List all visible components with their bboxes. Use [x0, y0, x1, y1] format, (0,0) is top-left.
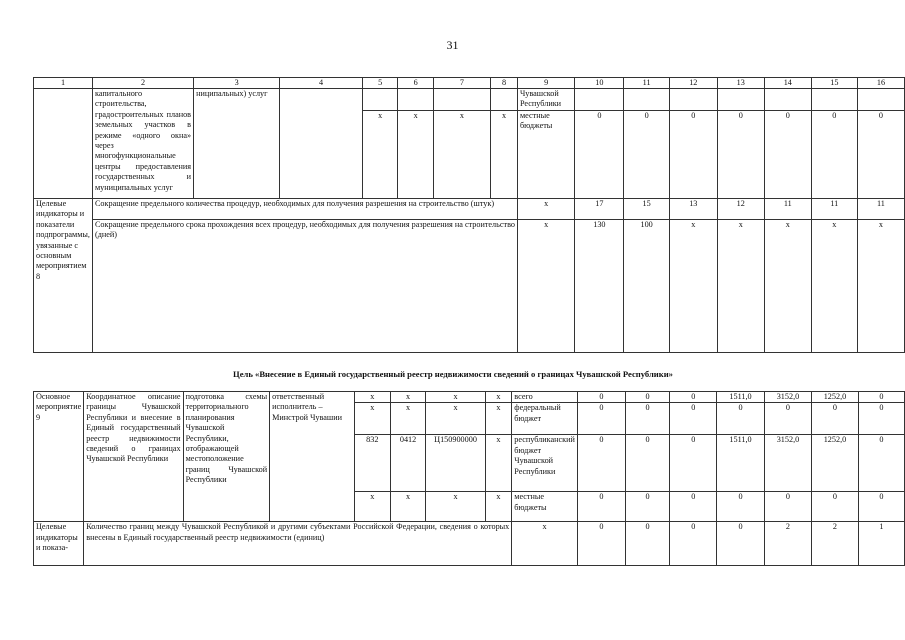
budget-code: x — [491, 111, 518, 199]
responsible-executor: ответственный исполнитель – Минстрой Чувашии — [270, 392, 355, 522]
program-table-part-2 — [33, 391, 905, 566]
col-number: 9 — [517, 78, 574, 89]
col-number: 11 — [624, 78, 669, 89]
measure-description: Координатное описание границы Чувашской Республики и внесение в Единый государственный реестр недвижимости сведений о границах Чувашской Республики — [84, 392, 183, 522]
year-value: 0 — [764, 111, 811, 199]
year-value: 0 — [625, 435, 669, 492]
funding-source: местные бюджеты — [517, 111, 574, 199]
year-value: 0 — [717, 403, 764, 435]
indicator-text: Количество границ между Чувашской Республикой и другими субъектами Российской Федерации, сведения о которых внесены в Единый государственный реестр недвижимости (единиц) — [84, 522, 512, 566]
year-value: 0 — [811, 111, 857, 199]
year-value: 0 — [764, 492, 811, 522]
year-value: 0 — [624, 111, 669, 199]
budget-code: x — [398, 111, 433, 199]
year-value: 0 — [625, 392, 669, 403]
col-number: 13 — [717, 78, 764, 89]
empty-cell — [362, 89, 397, 111]
year-value: 0 — [670, 435, 717, 492]
year-value: 0 — [670, 403, 717, 435]
indicator-value: 11 — [857, 199, 904, 220]
empty-cell — [433, 89, 490, 111]
indicator-value: 11 — [764, 199, 811, 220]
indicator-source: x — [517, 220, 574, 353]
year-value: 1511,0 — [717, 435, 764, 492]
indicator-value: 11 — [811, 199, 857, 220]
budget-code: 832 — [355, 435, 391, 492]
col-number: 14 — [764, 78, 811, 89]
funding-source: федеральный бюджет — [512, 403, 578, 435]
budget-code: 0412 — [390, 435, 426, 492]
empty-cell — [398, 89, 433, 111]
indicator-value: 2 — [812, 522, 859, 566]
year-value: 0 — [764, 403, 811, 435]
funding-source: республиканский бюджет Чувашской Республики — [512, 435, 578, 492]
indicator-value: 15 — [624, 199, 669, 220]
year-value: 0 — [717, 111, 764, 199]
year-value: 0 — [858, 492, 904, 522]
table-row — [34, 392, 905, 403]
empty-cell — [34, 89, 93, 199]
year-value: 0 — [670, 492, 717, 522]
year-value: 0 — [812, 403, 859, 435]
column-numbers-row — [34, 78, 905, 89]
year-value: 0 — [577, 492, 625, 522]
funding-source: Чувашской Республики — [517, 89, 574, 111]
year-value: 0 — [857, 111, 904, 199]
year-value: 0 — [812, 492, 859, 522]
measure-description: капитального строительства, градостроительных планов земельных участков в режиме «одного окна» через многофункциональные центры предоставления государственных и муниципальных услуг — [92, 89, 193, 199]
indicator-value: 1 — [858, 522, 904, 566]
indicator-value: 2 — [764, 522, 811, 566]
indicator-value: 0 — [625, 522, 669, 566]
indicator-value: x — [764, 220, 811, 353]
indicator-source: x — [512, 522, 578, 566]
goal-heading: Цель «Внесение в Единый государственный реестр недвижимости сведений о границах Чувашской Республики» — [233, 369, 673, 379]
year-value: 0 — [670, 392, 717, 403]
measure-result: ниципальных) услуг — [194, 89, 280, 199]
indicator-value: 0 — [717, 522, 764, 566]
empty-cell — [491, 89, 518, 111]
indicator-value: x — [669, 220, 717, 353]
indicator-value: 0 — [577, 522, 625, 566]
program-table-part-1 — [33, 77, 905, 353]
col-number: 5 — [362, 78, 397, 89]
indicator-row — [34, 220, 905, 353]
year-value: 1252,0 — [812, 392, 859, 403]
col-number: 7 — [433, 78, 490, 89]
indicator-text: Сокращение предельного срока прохождения всех процедур, необходимых для получения разрешения на строительство (дней) — [92, 220, 517, 353]
col-number: 12 — [669, 78, 717, 89]
year-value: 0 — [625, 403, 669, 435]
indicator-value: 17 — [575, 199, 624, 220]
year-value: 1252,0 — [812, 435, 859, 492]
indicator-row — [34, 522, 905, 566]
budget-code: x — [355, 392, 391, 403]
budget-code: x — [362, 111, 397, 199]
budget-code: x — [390, 403, 426, 435]
budget-code: Ц150900000 — [426, 435, 485, 492]
year-value: 0 — [577, 403, 625, 435]
col-number: 1 — [34, 78, 93, 89]
col-number: 10 — [575, 78, 624, 89]
indicator-group-label: Целевые индикаторы и показа- — [34, 522, 84, 566]
year-value: 0 — [577, 392, 625, 403]
col-number: 6 — [398, 78, 433, 89]
year-value: 0 — [858, 392, 904, 403]
measure-result: подготовка схемы территориального планирования Чувашской Республики, отображающей местоположение границ Чувашской Республики — [183, 392, 270, 522]
year-value: 0 — [577, 435, 625, 492]
indicator-value: 130 — [575, 220, 624, 353]
year-value: 3152,0 — [764, 392, 811, 403]
indicator-row — [34, 199, 905, 220]
budget-code: x — [485, 403, 512, 435]
indicator-group-label: Целевые индикаторы и показатели подпрограммы, увязанные с основным мероприятием 8 — [34, 199, 93, 353]
year-value: 3152,0 — [764, 435, 811, 492]
col-number: 8 — [491, 78, 518, 89]
budget-code: x — [426, 492, 485, 522]
budget-code: x — [485, 435, 512, 492]
year-value: 0 — [717, 492, 764, 522]
funding-source: местные бюджеты — [512, 492, 578, 522]
funding-source: всего — [512, 392, 578, 403]
indicator-value: 0 — [670, 522, 717, 566]
year-value: 0 — [858, 403, 904, 435]
col-number: 2 — [92, 78, 193, 89]
col-number: 4 — [280, 78, 363, 89]
budget-code: x — [355, 403, 391, 435]
budget-code: x — [433, 111, 490, 199]
indicator-value: x — [857, 220, 904, 353]
budget-code: x — [426, 392, 485, 403]
table-row — [34, 89, 905, 111]
measure-label: Основное мероприятие 9 — [34, 392, 84, 522]
year-value: 0 — [625, 492, 669, 522]
budget-code: x — [485, 492, 512, 522]
page-number: 31 — [446, 38, 459, 52]
year-value: 0 — [575, 111, 624, 199]
budget-code: x — [355, 492, 391, 522]
indicator-value: x — [811, 220, 857, 353]
indicator-value: x — [717, 220, 764, 353]
indicator-text: Сокращение предельного количества процедур, необходимых для получения разрешения на строительство (штук) — [92, 199, 517, 220]
col-number: 16 — [857, 78, 904, 89]
indicator-value: 100 — [624, 220, 669, 353]
year-value: 0 — [669, 111, 717, 199]
indicator-source: x — [517, 199, 574, 220]
col-number: 3 — [194, 78, 280, 89]
budget-code: x — [485, 392, 512, 403]
budget-code: x — [390, 492, 426, 522]
indicator-value: 13 — [669, 199, 717, 220]
year-value: 0 — [858, 435, 904, 492]
year-value: 1511,0 — [717, 392, 764, 403]
col-number: 15 — [811, 78, 857, 89]
empty-cell — [280, 89, 363, 199]
indicator-value: 12 — [717, 199, 764, 220]
budget-code: x — [426, 403, 485, 435]
budget-code: x — [390, 392, 426, 403]
